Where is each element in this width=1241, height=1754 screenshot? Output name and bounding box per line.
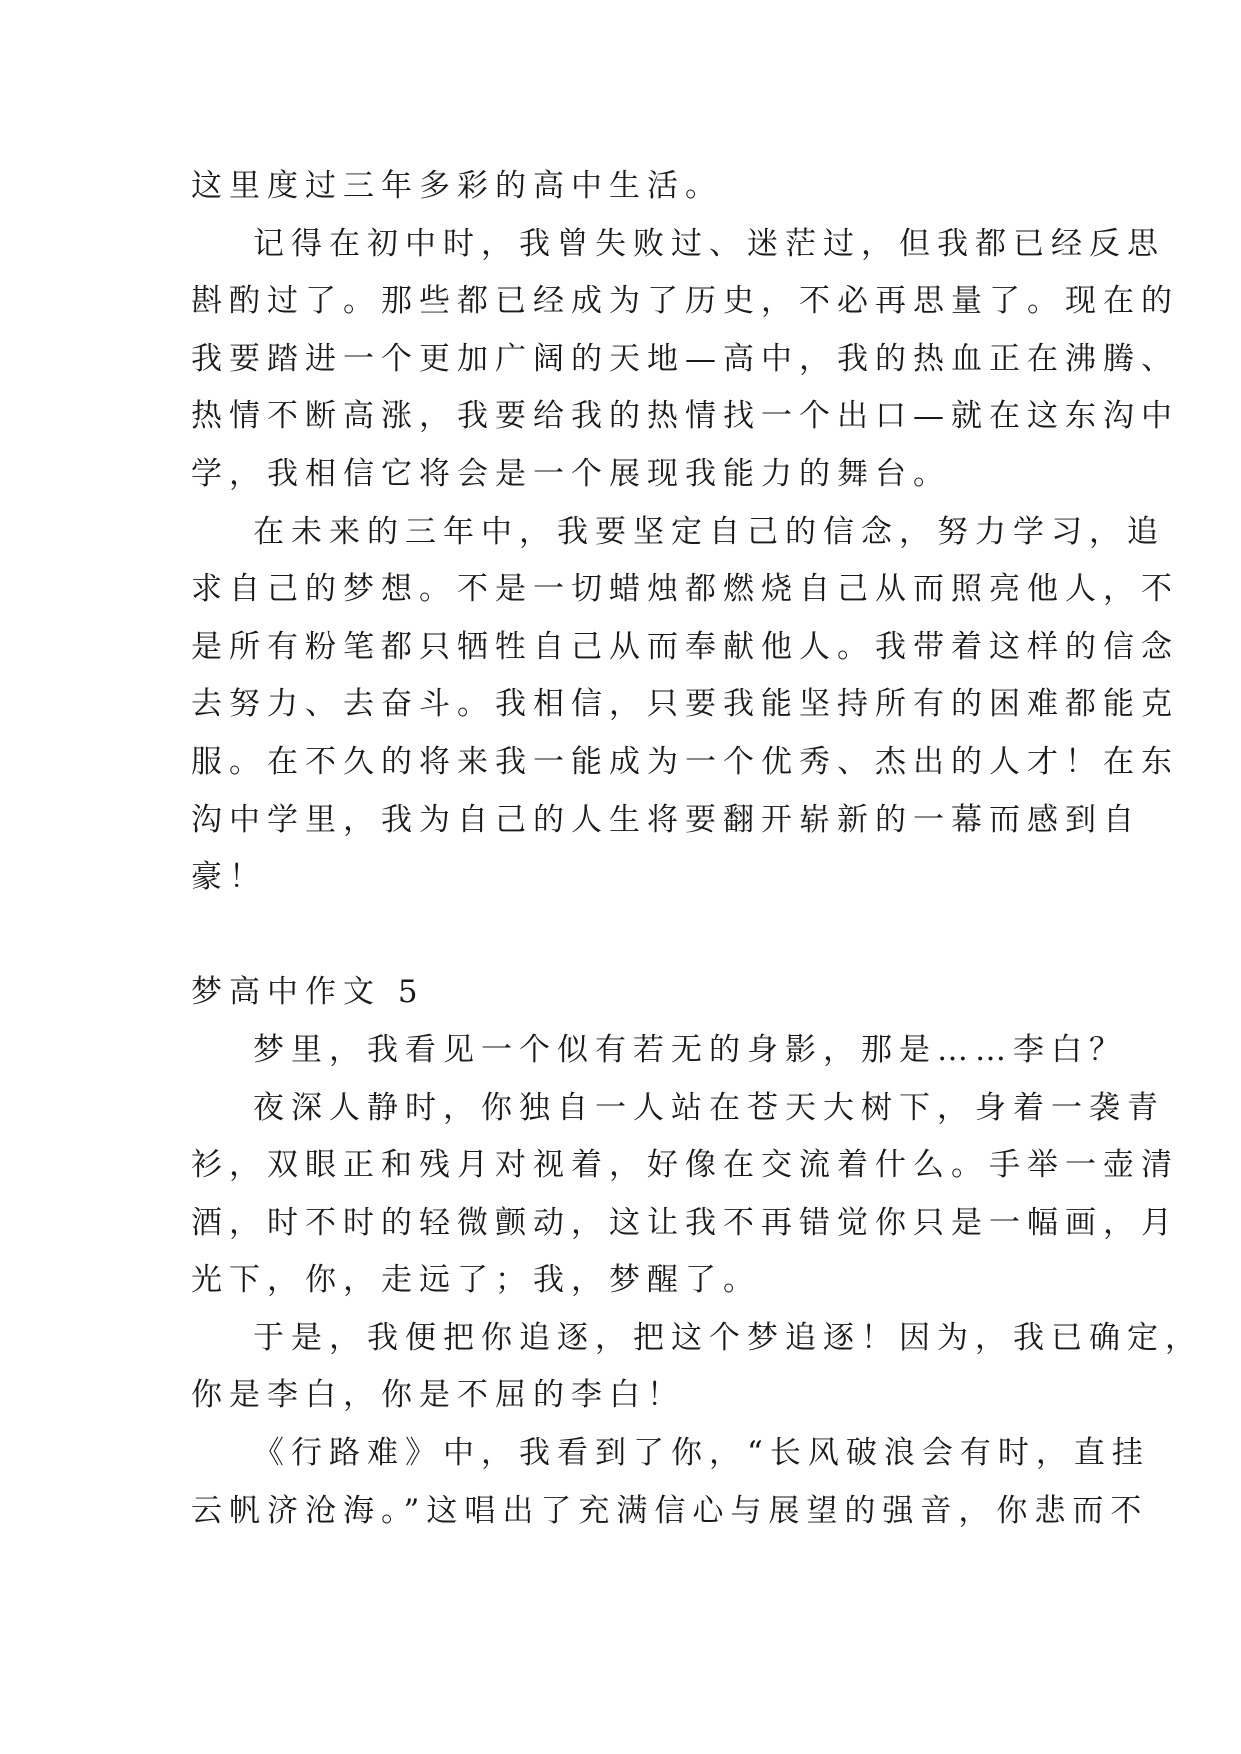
text-line: 光下，你，走远了；我，梦醒了。 <box>191 1262 761 1299</box>
text-line: 沟中学里，我为自己的人生将要翻开崭新的一幕而感到自 <box>191 801 1141 838</box>
paragraph-start-line: 在未来的三年中，我要坚定自己的信念，努力学习，追 <box>253 513 1165 550</box>
text-line: 云帆济沧海。”这唱出了充满信心与展望的强音，你悲而不 <box>191 1492 1149 1529</box>
section-title: 梦高中作文 5 <box>191 974 425 1011</box>
text-line: 豪！ <box>191 859 267 896</box>
blank-line <box>191 907 1056 965</box>
text-line: 是所有粉笔都只牺牲自己从而奉献他人。我带着这样的信念 <box>191 628 1179 665</box>
paragraph-start-line: 梦里，我看见一个似有若无的身影，那是……李白？ <box>253 1031 1127 1068</box>
text-line: 我要踏进一个更加广阔的天地—高中，我的热血正在沸腾、 <box>191 340 1179 377</box>
paragraph-start-line: 夜深人静时，你独自一人站在苍天大树下，身着一袭青 <box>253 1089 1165 1126</box>
paragraph-start-line: 记得在初中时，我曾失败过、迷茫过，但我都已经反思 <box>253 225 1165 262</box>
text-line: 学，我相信它将会是一个展现我能力的舞台。 <box>191 455 951 492</box>
text-line: 斟酌过了。那些都已经成为了历史，不必再思量了。现在的 <box>191 283 1179 320</box>
text-line: 酒，时不时的轻微颤动，这让我不再错觉你只是一幅画，月 <box>191 1204 1179 1241</box>
text-line: 热情不断高涨，我要给我的热情找一个出口—就在这东沟中 <box>191 398 1179 435</box>
paragraph-start-line: 于是，我便把你追逐，把这个梦追逐！因为，我已确定， <box>253 1319 1203 1356</box>
text-line: 求自己的梦想。不是一切蜡烛都燃烧自己从而照亮他人，不 <box>191 571 1179 608</box>
text-line: 服。在不久的将来我一能成为一个优秀、杰出的人才！在东 <box>191 743 1179 780</box>
document-page <box>191 158 1203 1540</box>
text-line: 这里度过三年多彩的高中生活。 <box>191 168 723 204</box>
text-line: 衫，双眼正和残月对视着，好像在交流着什么。手举一壶清 <box>191 1147 1179 1184</box>
text-line: 去努力、去奋斗。我相信，只要我能坚持所有的困难都能克 <box>191 686 1179 723</box>
text-line: 你是李白，你是不屈的李白！ <box>191 1377 685 1414</box>
paragraph-start-line: 《行路难》中，我看到了你，“长风破浪会有时，直挂 <box>253 1435 1150 1472</box>
